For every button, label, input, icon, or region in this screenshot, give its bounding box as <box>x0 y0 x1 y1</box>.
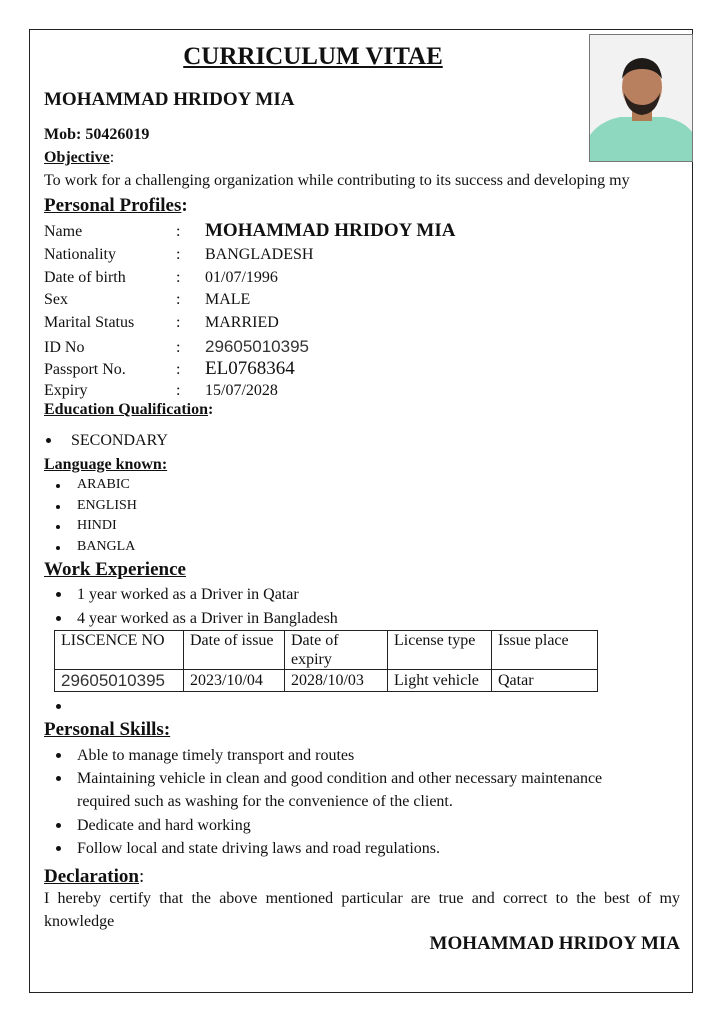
bullet-icon <box>56 525 60 529</box>
profile-colon: : <box>176 382 181 399</box>
personal-skills-heading: Personal Skills: <box>44 719 171 740</box>
profile-label-sex: Sex <box>44 291 68 308</box>
work-item: 4 year worked as a Driver in Bangladesh <box>77 610 338 627</box>
licence-table-header-row <box>55 631 598 670</box>
profile-label-marital-status: Marital Status <box>44 314 135 331</box>
language-item: ARABIC <box>77 477 130 492</box>
profile-label-nationality: Nationality <box>44 246 116 263</box>
profile-value-name: MOHAMMAD HRIDOY MIA <box>205 220 456 241</box>
profile-colon: : <box>176 223 181 240</box>
bullet-icon <box>56 823 61 828</box>
profile-label-dob: Date of birth <box>44 269 126 286</box>
signature-name: MOHAMMAD HRIDOY MIA <box>429 933 680 954</box>
work-experience-heading: Work Experience <box>44 559 186 580</box>
profile-label-name: Name <box>44 223 83 240</box>
language-item: ENGLISH <box>77 498 137 513</box>
cv-title: CURRICULUM VITAE <box>183 43 443 70</box>
personal-profiles-heading: Personal Profiles: <box>44 195 188 216</box>
bullet-icon <box>56 776 61 781</box>
skill-item: Maintaining vehicle in clean and good condition and other necessary maintenance <box>77 770 603 787</box>
objective-heading: Objective: <box>44 149 115 166</box>
profile-colon: : <box>176 246 181 263</box>
profile-colon: : <box>176 339 181 356</box>
profile-value-passport: EL0768364 <box>205 358 295 379</box>
bullet-icon <box>56 753 61 758</box>
declaration-text: I hereby certify that the above mentioned particular are true and correct to the best of my knowledge <box>44 890 680 930</box>
objective-text: To work for a challenging organization while contributing to its success and developing my <box>44 172 630 189</box>
education-heading: Education Qualification: <box>44 401 214 418</box>
licence-header-cell: Date of expiry <box>285 631 388 670</box>
profile-photo <box>589 34 693 162</box>
bullet-icon <box>56 704 61 709</box>
profile-label-id-no: ID No <box>44 339 85 356</box>
licence-header-cell: Issue place <box>492 631 598 670</box>
profile-colon: : <box>176 269 181 286</box>
licence-cell: 2023/10/04 <box>184 670 285 692</box>
language-heading: Language known: <box>44 456 168 473</box>
licence-header-cell: LISCENCE NO <box>55 631 184 670</box>
licence-cell: Light vehicle <box>388 670 492 692</box>
bullet-icon <box>56 592 61 597</box>
profile-label-expiry: Expiry <box>44 382 88 399</box>
profile-value-marital-status: MARRIED <box>205 314 279 331</box>
language-item: BANGLA <box>77 539 136 554</box>
work-item: 1 year worked as a Driver in Qatar <box>77 586 299 603</box>
profile-colon: : <box>176 314 181 331</box>
bullet-icon <box>56 505 60 509</box>
bullet-icon <box>56 846 61 851</box>
mobile-number: Mob: 50426019 <box>44 126 150 143</box>
profile-value-sex: MALE <box>205 291 251 308</box>
licence-cell: 29605010395 <box>55 670 184 692</box>
licence-cell: 2028/10/03 <box>285 670 388 692</box>
skill-item: Able to manage timely transport and routes <box>77 747 355 764</box>
skill-item: Follow local and state driving laws and road regulations. <box>77 840 441 857</box>
declaration-heading: Declaration: <box>44 866 145 887</box>
skill-item-continued: required such as washing for the convenience of the client. <box>77 793 453 810</box>
profile-value-id-no: 29605010395 <box>205 337 310 356</box>
profile-colon: : <box>176 291 181 308</box>
licence-cell: Qatar <box>492 670 598 692</box>
bullet-icon <box>46 438 51 443</box>
bullet-icon <box>56 616 61 621</box>
bullet-icon <box>56 546 60 550</box>
skill-item: Dedicate and hard working <box>77 817 251 834</box>
profile-label-passport: Passport No. <box>44 361 126 378</box>
bullet-icon <box>56 484 60 488</box>
language-item: HINDI <box>77 518 117 533</box>
licence-header-cell: Date of issue <box>184 631 285 670</box>
profile-value-nationality: BANGLADESH <box>205 246 314 263</box>
profile-colon: : <box>176 361 181 378</box>
licence-table <box>54 630 598 692</box>
profile-value-dob: 01/07/1996 <box>205 269 278 286</box>
profile-value-expiry: 15/07/2028 <box>205 382 278 399</box>
licence-table-row <box>55 670 598 692</box>
candidate-name: MOHAMMAD HRIDOY MIA <box>44 89 295 110</box>
education-item: SECONDARY <box>71 432 168 449</box>
licence-header-cell: License type <box>388 631 492 670</box>
